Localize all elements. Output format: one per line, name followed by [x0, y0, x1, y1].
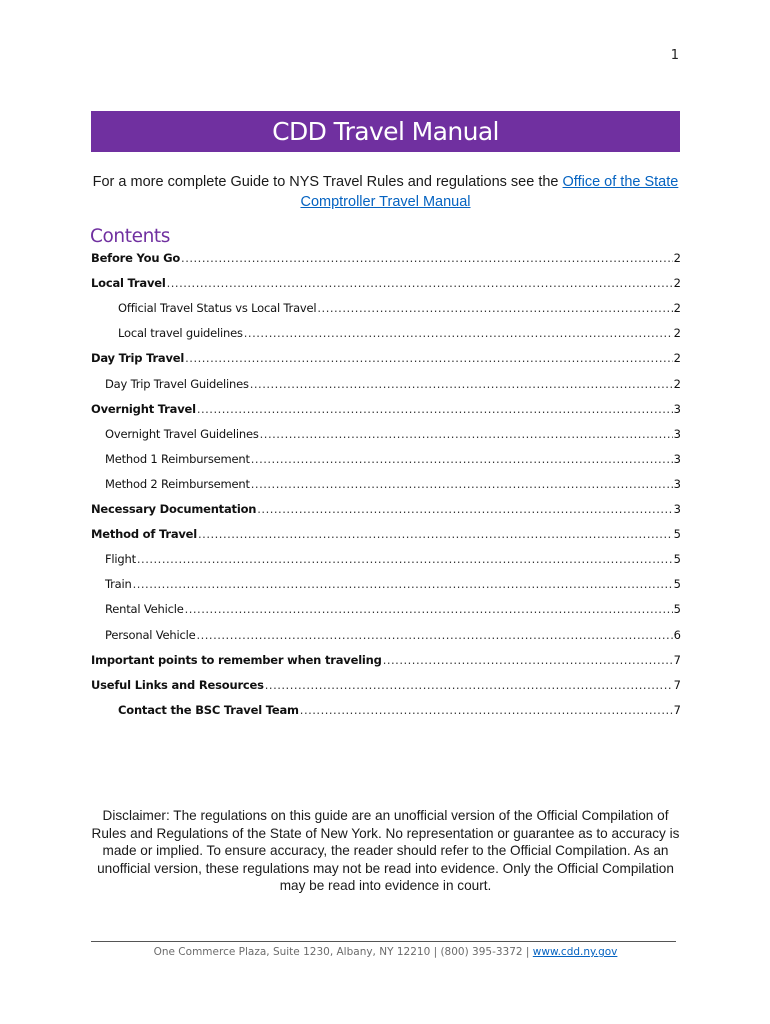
toc-entry[interactable]: [91, 550, 681, 566]
toc-entry-page: 5: [673, 602, 681, 617]
toc-entry-label: Overnight Travel: [91, 401, 196, 416]
toc-entry[interactable]: [91, 500, 681, 516]
toc-entry-page: 3: [673, 451, 681, 466]
toc-entry-label: Local Travel: [91, 276, 166, 291]
toc-entry-label: Flight: [105, 552, 136, 567]
toc-entry[interactable]: [91, 299, 681, 315]
osc-travel-manual-link[interactable]: Office of the State Comptroller Travel Manual: [300, 174, 679, 210]
toc-entry[interactable]: [91, 324, 681, 340]
disclaimer: Disclaimer: The regulations on this guide are an unofficial version of the Official Compilation of Rules and Regulations of the State of New York. No representation or guarantee as to accuracy is made or implied. To ensure accuracy, the reader should refer to the Official Compilation. As an unofficial version, these regulations may not be read into evidence. Only the Official Compilation may be read into evidence in court.: [91, 808, 680, 893]
toc-dot-leader: [167, 276, 673, 290]
toc-dot-leader: [251, 477, 673, 491]
toc-entry-label: Contact the BSC Travel Team: [118, 702, 299, 717]
toc-entry[interactable]: [91, 626, 681, 642]
toc-entry[interactable]: [91, 676, 681, 692]
toc-entry-label: Overnight Travel Guidelines: [105, 426, 259, 441]
toc-entry-page: 2: [673, 251, 681, 265]
contents-heading: Contents: [90, 226, 171, 247]
toc-entry[interactable]: [91, 651, 681, 667]
toc-dot-leader: [244, 326, 673, 340]
toc-dot-leader: [251, 452, 673, 466]
toc-dot-leader: [257, 502, 672, 516]
toc-entry-label: Important points to remember when traveling: [91, 652, 382, 667]
footer-divider: [91, 941, 676, 942]
toc-dot-leader: [185, 351, 673, 365]
toc-entry-label: Local travel guidelines: [118, 326, 243, 341]
toc-entry[interactable]: [91, 600, 681, 616]
toc-entry[interactable]: [91, 701, 681, 717]
toc-entry[interactable]: [91, 274, 681, 290]
toc-entry-page: 5: [673, 527, 681, 542]
toc-dot-leader: [265, 678, 673, 692]
toc-entry-label: Useful Links and Resources: [91, 677, 264, 692]
toc-entry-page: 3: [673, 401, 681, 416]
toc-entry-label: Official Travel Status vs Local Travel: [118, 301, 317, 316]
toc-entry[interactable]: [91, 450, 681, 466]
toc-entry-page: 3: [673, 476, 681, 491]
toc-dot-leader: [181, 251, 673, 265]
toc-entry-page: 2: [673, 376, 681, 391]
toc-entry-page: 7: [673, 652, 681, 667]
toc-entry-page: 5: [673, 552, 681, 567]
toc-dot-leader: [317, 301, 672, 315]
intro-text: For a more complete Guide to NYS Travel Rules and regulations see the: [92, 174, 563, 190]
website-link[interactable]: www.cdd.ny.gov: [532, 946, 618, 958]
toc-entry-page: 3: [673, 426, 681, 441]
toc-entry-page: 2: [673, 326, 681, 341]
toc-dot-leader: [196, 628, 672, 642]
toc-entry[interactable]: [91, 375, 681, 391]
toc-entry[interactable]: [91, 575, 681, 591]
toc-dot-leader: [185, 602, 673, 616]
toc-dot-leader: [300, 703, 673, 717]
toc-entry-label: Before You Go: [91, 251, 181, 265]
toc-entry-page: 2: [673, 351, 681, 366]
toc-entry-label: Method 2 Reimbursement: [105, 476, 250, 491]
toc-entry-page: 6: [673, 627, 681, 642]
toc-entry-label: Method of Travel: [91, 527, 198, 542]
toc-entry-label: Method 1 Reimbursement: [105, 451, 250, 466]
toc-dot-leader: [197, 402, 673, 416]
toc-entry-page: 7: [673, 677, 681, 692]
toc-entry-page: 7: [673, 702, 681, 717]
toc-entry[interactable]: [91, 475, 681, 491]
toc-entry-page: 5: [673, 577, 681, 592]
toc-entry[interactable]: [91, 425, 681, 441]
toc-entry-label: Personal Vehicle: [105, 627, 196, 642]
toc-dot-leader: [198, 527, 673, 541]
footer: [91, 946, 680, 958]
toc-entry[interactable]: [91, 349, 681, 365]
toc-dot-leader: [137, 552, 673, 566]
toc-entry-label: Day Trip Travel Guidelines: [105, 376, 249, 391]
toc-entry[interactable]: [91, 249, 681, 265]
toc-dot-leader: [133, 577, 673, 591]
toc-dot-leader: [250, 377, 673, 391]
document-title: CDD Travel Manual: [272, 117, 499, 146]
toc-entry-page: 3: [673, 502, 681, 516]
toc-entry-label: Train: [105, 577, 132, 592]
toc-entry-page: 2: [673, 301, 681, 316]
toc-entry-label: Day Trip Travel: [91, 351, 185, 366]
toc-dot-leader: [260, 427, 673, 441]
toc-entry[interactable]: [91, 525, 681, 541]
toc-entry-page: 2: [673, 276, 681, 291]
toc-entry-label: Rental Vehicle: [105, 602, 184, 617]
toc-entry[interactable]: [91, 400, 681, 416]
page-number: 1: [670, 48, 679, 63]
title-banner: [91, 111, 680, 152]
toc-entry-label: Necessary Documentation: [91, 502, 257, 516]
intro-paragraph: [91, 172, 680, 212]
footer-address: One Commerce Plaza, Suite 1230, Albany, NY 12210 | (800) 395-3372 |: [153, 946, 533, 958]
toc-dot-leader: [383, 653, 673, 667]
